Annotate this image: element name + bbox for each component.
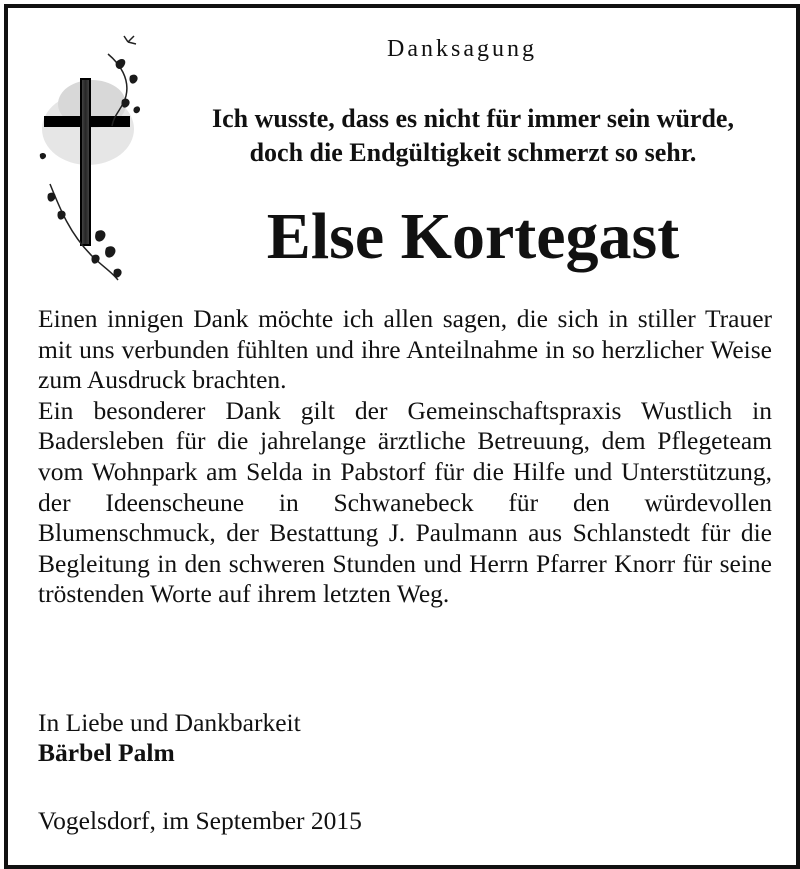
quote-line-1: Ich wusste, dass es nicht für immer sein würde, — [212, 104, 734, 133]
cross-with-ivy-icon — [30, 34, 140, 284]
obituary-notice — [4, 4, 800, 869]
quote-line-2: doch die Endgültigkeit schmerzt so sehr. — [249, 138, 697, 167]
closing — [38, 708, 738, 768]
signature: Bärbel Palm — [38, 738, 175, 767]
closing-line: In Liebe und Dankbarkeit — [38, 708, 301, 737]
deceased-name: Else Kortegast — [266, 200, 680, 273]
thanks-paragraph-2: Ein besonderer Dank gilt der Gemeinschaftspraxis Wustlich in Badersleben für die jahrelange ärztliche Betreuung, dem Pflegeteam vom Wohnpark am Selda in Pabstorf für die Hilfe und Unterstützung, der Ideenscheune in Schwanebeck für den würdevollen Blumenschmuck, der Bestattung J. Paulmann aus Schlanstedt für die Begleitung in den schweren Stunden und Herrn Pfarrer Knorr für seine tröstenden Worte auf ihrem letzten Weg. — [38, 395, 772, 609]
notice-heading: Danksagung — [387, 36, 537, 62]
thanks-text — [38, 304, 772, 610]
quote — [158, 102, 788, 170]
thanks-paragraph-1: Einen innigen Dank möchte ich allen sagen, die sich in stiller Trauer mit uns verbunden fühlten und ihre Anteilnahme in so herzlicher Weise zum Ausdruck brachten. — [38, 304, 772, 395]
place-date: Vogelsdorf, im September 2015 — [38, 806, 362, 835]
